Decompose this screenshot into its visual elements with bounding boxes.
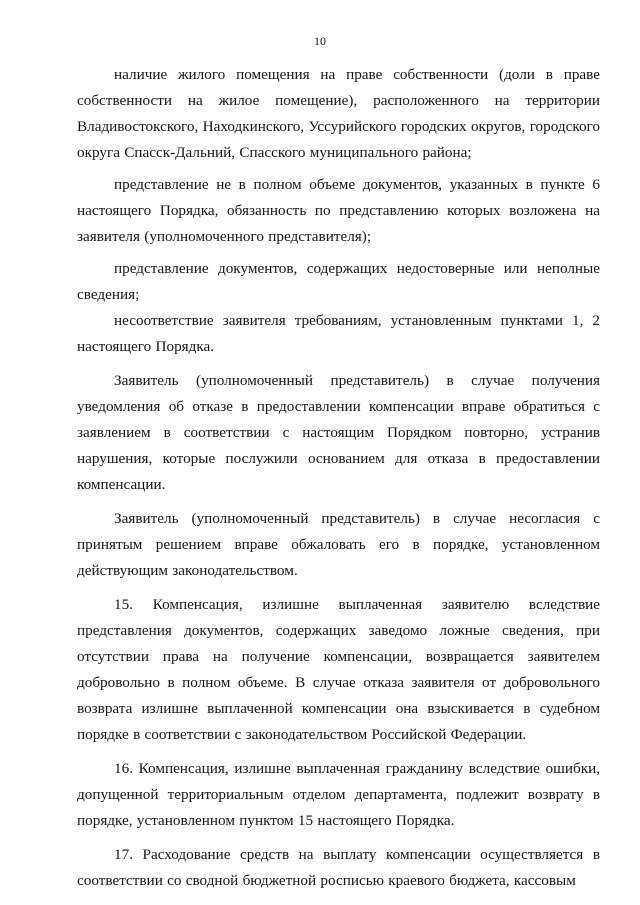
paragraph-reapplication: Заявитель (уполномоченный представитель) в случае получения уведомления об отказе в предоставлении компенсации вправе обратиться с заявлением в соответствии с настоящим Порядком повторно, устранив нарушения, которые послужили основанием для отказа в предоставлении компенсации. (77, 372, 600, 493)
document-body (77, 62, 600, 894)
paragraph-item-17: 17. Расходование средств на выплату компенсации осуществляется в соответствии со сводной бюджетной росписью краевого бюджета, кассовым (77, 846, 600, 889)
paragraph-unreliable-information: представление документов, содержащих недостоверные или неполные сведения; (77, 260, 600, 303)
paragraph-requirements-mismatch: несоответствие заявителя требованиям, установленным пунктами 1, 2 настоящего Порядка. (77, 312, 600, 355)
paragraph-property-ownership: наличие жилого помещения на праве собственности (доли в праве собственности на жилое помещение), расположенного на территории Владивостокского, Находкинского, Уссурийского городских округов, городского округа Спасск-Дальний, Спасского муниципального района; (77, 66, 600, 161)
paragraph-item-15: 15. Компенсация, излишне выплаченная заявителю вследствие представления документов, содержащих заведомо ложные сведения, при отсутствии права на получение компенсации, возвращается заявителем добровольно в полном объеме. В случае отказа заявителя от добровольного возврата излишне выплаченной компенсации она взыскивается в судебном порядке в соответствии с законодательством Российской Федерации. (77, 596, 600, 743)
paragraph-appeal: Заявитель (уполномоченный представитель) в случае несогласия с принятым решением вправе обжаловать его в порядке, установленном действующим законодательством. (77, 510, 600, 579)
page-number: 10 (314, 34, 326, 48)
paragraph-incomplete-documents: представление не в полном объеме документов, указанных в пункте 6 настоящего Порядка, обязанность по представлению которых возложена на заявителя (уполномоченного представителя); (77, 176, 600, 245)
paragraph-item-16: 16. Компенсация, излишне выплаченная гражданину вследствие ошибки, допущенной территориальным отделом департамента, подлежит возврату в порядке, установленном пунктом 15 настоящего Порядка. (77, 760, 600, 829)
